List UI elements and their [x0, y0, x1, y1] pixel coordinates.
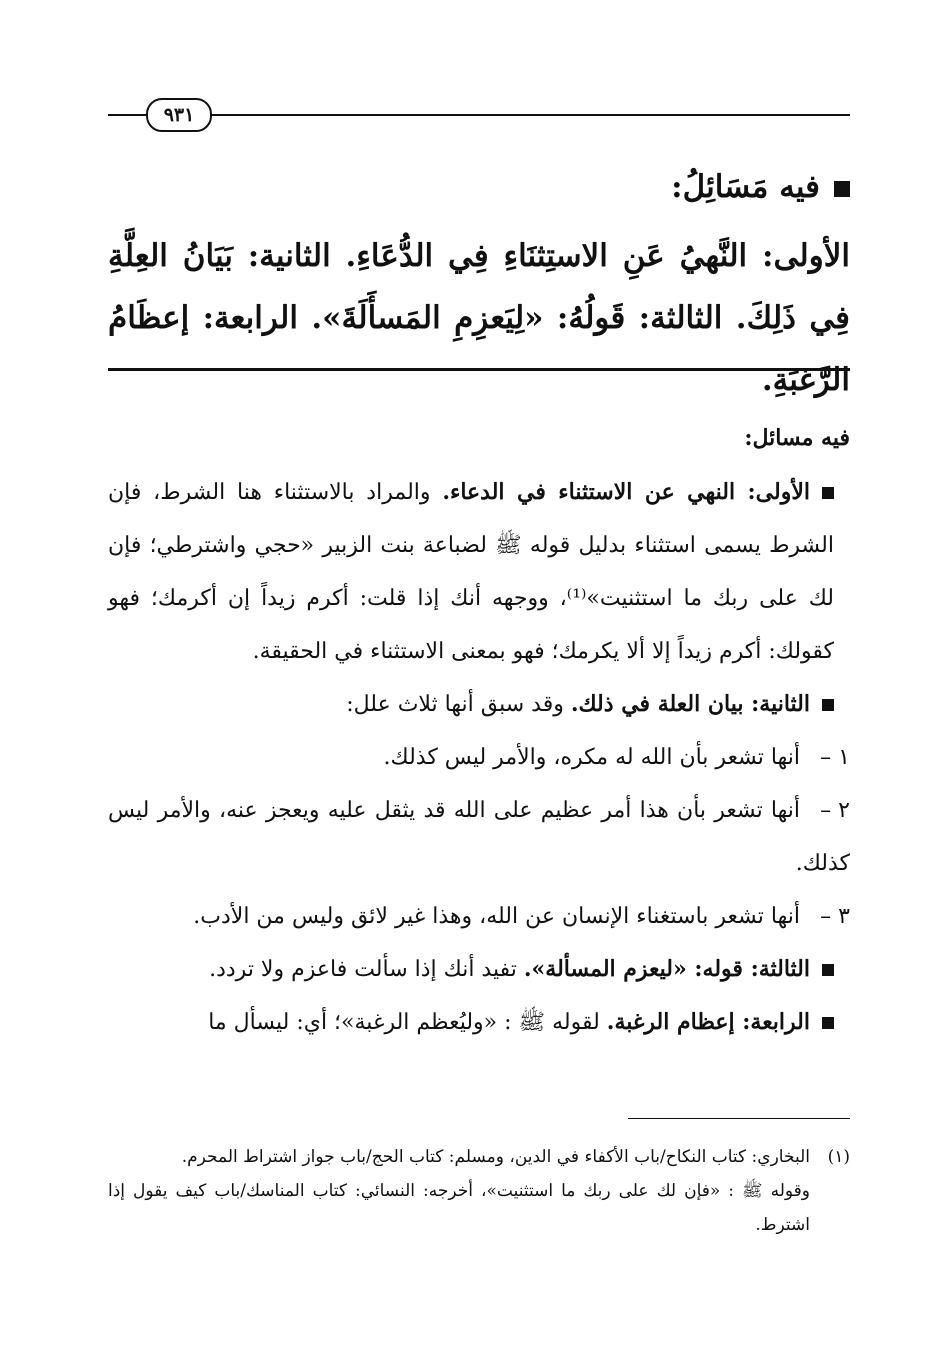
- issue-3-text: تفيد أنك إذا سألت فاعزم ولا تردد.: [209, 957, 517, 982]
- matn-title: [108, 165, 850, 209]
- reason-item-3: [108, 890, 850, 943]
- page-header: [108, 98, 850, 132]
- reason-text: أنها تشعر باستغناء الإنسان عن الله، وهذا غير لائق وليس من الأدب.: [193, 904, 800, 929]
- reason-item-2: [108, 784, 850, 890]
- reason-text: أنها تشعر بأن الله له مكره، والأمر ليس كذلك.: [383, 745, 800, 770]
- issue-1-lead: الأولى: النهي عن الاستثناء في الدعاء.: [442, 479, 811, 505]
- matn-title-text: فيه مَسَائِلُ:: [671, 169, 820, 205]
- section-divider: [108, 368, 850, 371]
- square-bullet-icon: [822, 699, 834, 711]
- matn-text: الأولى: النَّهيُ عَنِ الاستِثنَاءِ فِي الدُّعَاءِ. الثانية: بَيَانُ العِلَّةِ فِي ذَلِكَ. الثالثة: قَولُهُ: «لِيَعزِمِ المَسأَلَةَ». الرابعة: إعظَامُ الرَّغبَةِ.: [108, 238, 850, 398]
- commentary-issue-3: [108, 943, 850, 996]
- reason-text: أنها تشعر بأن هذا أمر عظيم على الله قد يثقل عليه ويعجز عنه، والأمر ليس كذلك.: [108, 798, 850, 876]
- issue-2-lead: الثانية: بيان العلة في ذلك.: [570, 691, 810, 717]
- footnote-number: (١): [827, 1147, 850, 1167]
- reason-number: ١ –: [820, 745, 850, 770]
- issue-4-lead: الرابعة: إعظام الرغبة.: [606, 1009, 810, 1035]
- issue-1-text: والمراد بالاستثناء هنا الشرط، فإن الشرط يسمى استثناء بدليل قوله ﷺ لضباعة بنت الزبير «حجي واشترطي؛ فإن لك على ربك ما استثنيت»⁽¹⁾، ووجهه أنك إذا قلت: أكرم زيداً إن أكرمك؛ فهو كقولك: أكرم زيداً إلا ألا يكرمك؛ فهو بمعنى الاستثناء في الحقيقة.: [108, 480, 834, 664]
- commentary-issue-2: [108, 678, 850, 731]
- commentary: [108, 418, 850, 1049]
- issue-2-text: وقد سبق أنها ثلاث علل:: [346, 692, 564, 717]
- footnote-1-continued: وقوله ﷺ : «فإن لك على ربك ما استثنيت»، أخرجه: النسائي: كتاب المناسك/باب كيف يقول إذا اشترط.: [108, 1181, 810, 1235]
- footnote-divider: [628, 1118, 850, 1119]
- square-bullet-icon: [822, 1017, 834, 1029]
- issue-4-text: لقوله ﷺ : «وليُعظم الرغبة»؛ أي: ليسأل ما: [208, 1010, 600, 1035]
- square-bullet-icon: [822, 487, 834, 499]
- reason-number: ٣ –: [820, 904, 850, 929]
- footnote-text: البخاري: كتاب النكاح/باب الأكفاء في الدين، ومسلم: كتاب الحج/باب جواز اشتراط المحرم.: [181, 1147, 810, 1167]
- square-bullet-icon: [822, 964, 834, 976]
- reason-item-1: [108, 731, 850, 784]
- commentary-heading: فيه مسائل:: [744, 425, 850, 451]
- issue-3-lead: الثالثة: قوله: «ليعزم المسألة».: [523, 956, 810, 982]
- square-bullet-icon: [834, 181, 850, 197]
- footnotes: [108, 1140, 850, 1242]
- header-rule: [108, 114, 850, 116]
- commentary-issue-4: [108, 996, 850, 1049]
- commentary-issue-1: [108, 466, 850, 678]
- page-number: ٩٣١: [146, 98, 212, 132]
- footnote-1: [108, 1140, 850, 1174]
- reason-number: ٢ –: [820, 798, 850, 823]
